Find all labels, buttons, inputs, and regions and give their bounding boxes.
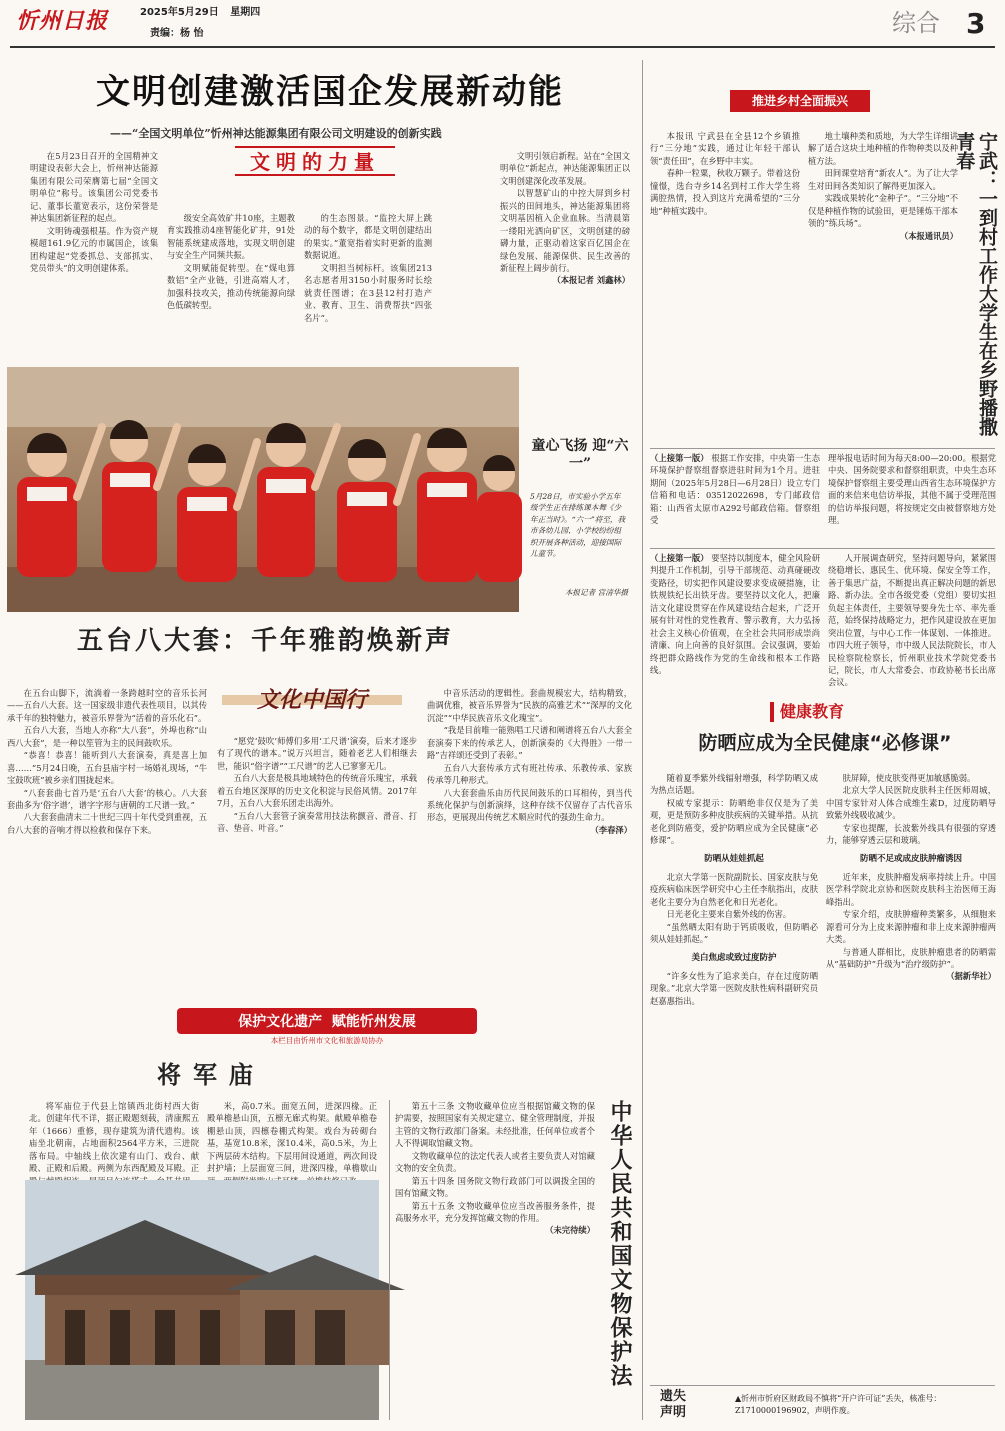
health-col2-p1: 肤屏障，使皮肤变得更加敏感脆弱。	[842, 773, 976, 783]
page-center-divider	[642, 60, 643, 1420]
lead-col-2	[167, 212, 295, 362]
children-title: 童心飞扬 迎“六一”	[531, 438, 629, 473]
lead-title: 文明创建激活国企发展新动能	[96, 72, 564, 112]
section-name: 综合	[892, 9, 940, 37]
wutai-col2-p2: 五台八大套是极具地域特色的传统音乐瑰宝，承载着五台地区深厚的历史文化积淀与民俗风情。2017年7月，五台八大套乐团走出海外。	[217, 773, 417, 809]
rural-col1-p2: 春种一粒粟，秋收万颗子。带着这份憧憬，选台寺乡14名到村工作大学生将满腔热情，投入到这片充满希望的“三分地”种植实践中。	[650, 168, 800, 216]
continued-text: 要坚持以制度本，健全风险研判提升工作机制，引导干部规范、动真碰硬改变路径，切实把作风建设要求变成硬措施，让铁规铁纪长出铁牙齿。要坚持以文化人，把廉洁文化建设贯穿在作风建设结合起来，广泛开展有针对性的党性教育、警示教育，大力弘扬社会主义核心价值观，在全社会共同形成崇尚清廉、向上向善的良好氛围。会议强调，要始终把群众路线作为党的生命线和根本工作路线。	[650, 553, 820, 675]
health-col2b-p1: 近年来，皮肤肿瘤发病率持续上升。中国医学科学院北京协和医院皮肤科主治医师王海峰指出。	[826, 871, 996, 907]
lead-col2-p1: 级安全高效矿井10座，主题教育实践推动4座智能化矿井，91处智能系统建成落地，实现文明创建与安全生产同频共振。	[167, 213, 295, 261]
inspection-col-2: 理举报电话时间为每天8:00—20:00。根据党中央、国务院要求和督察组职责，中央生态环境保护督察组主要受理山西省生态环境保护方面的来信来电信访举报，其他不属于受理范围的信访举报问题，将按规定交由被督察地方处理。	[828, 453, 996, 526]
wutai-col3-p3: 五台八大套传承方式有班社传承、乐教传承、家族传承等几种形式。	[427, 762, 632, 786]
lead-col1-p1: 在5月23日召开的全国精神文明建设表彰大会上，忻州神达能源集团有限公司荣膺第七届“全国文明单位”称号。该集团公司党委书记、董事长董宽表示，这份荣誉是神达集团新征程的起点。	[30, 151, 158, 224]
rural-col-1	[650, 130, 800, 442]
lead-col4-p2: 以智慧矿山的中控大屏到乡村振兴的田间地头，神达能源集团将文明基因植入企业血脉。当清晨第一缕阳光洒向矿区，文明创建的磅礴力量，正驱动着这家百亿国企在绿色发展、能源保供、民生改善的新征程上阔步前行。	[500, 188, 630, 273]
temple-photo	[25, 1180, 379, 1420]
health-col1b-p1: 北京大学第一医院副院长、国家皮肤与免疫疾病临床医学研究中心主任李航指出，皮肤老化主要分为自然老化和日光老化。	[650, 871, 818, 907]
health-col-2	[826, 772, 996, 1356]
heritage-section	[7, 1000, 637, 1425]
wutai-col2-p3: “五台八大套管子演奏常用技法称颤音、滑音、打音、垫音、叶音。”	[217, 810, 417, 834]
rural-vertical-title: 宁武：一到村工作大学生在乡野播撒青春	[953, 132, 998, 436]
children-credit: 本报记者 宫清华摄	[564, 588, 628, 597]
heritage-title: 将军庙	[157, 1061, 265, 1089]
heritage-banner-sub: 本栏目由忻州市文化和旅游局协办	[270, 1036, 384, 1045]
health-subhead-3: 防晒不足或成皮肤肿瘤诱因	[859, 853, 962, 864]
health-col1-p1: 随着夏季紫外线辐射增强，科学防晒又成为热点话题。	[650, 773, 818, 796]
masthead-rule	[10, 46, 995, 48]
health-byline: （据新华社）	[946, 971, 996, 982]
health-col1-p2: 权威专家提示：防晒绝非仅仅是为了美观，更是预防多种皮肤疾病的关键举措。从抗老化到防癌变，爱护防晒应成为全民健康“必修课”。	[650, 797, 818, 846]
health-col-1	[650, 772, 818, 1356]
continued-col-2: 人开展调查研究，坚持问题导向，紧紧围绕稳增长、惠民生、优环境、保安全等工作，善于集思广益，不断提出真正解决问题的新思路、新办法。全市各级党委（党组）要切实担负起主体责任，主要领导要身先士卒、率先垂范，始终保持战略定力，把作风建设放在更加突出位置，与中心工作一体谋划、一体推进。市四大班子领导，市中级人民法院院长，市人民检察院检察长，忻州职业技术学院党委书记，院长，市人大常委会、市政协秘书长出席会议。	[828, 553, 996, 688]
wutai-col1-p3: “恭喜！恭喜！能听到八大套演奏，真是喜上加喜……”5月24日晚，五台县庙宇村一场婚礼现场，“牛宝鼓吹班”被乡亲们围拢起来。	[7, 750, 207, 786]
health-banner-bar-icon	[770, 702, 774, 722]
law-byline: （未完待续）	[545, 1225, 595, 1236]
wutai-title: 五台八大套：千年雅韵焕新声	[77, 626, 455, 656]
wutai-article	[7, 617, 637, 995]
lead-col1-p2: 文明铸魂强根基。作为资产规模超161.9亿元的市属国企，该集团构建起“党委抓总、支部抓实、党员带头”的文明创建体系。	[30, 225, 158, 273]
law-text	[395, 1100, 595, 1420]
continued-tag: （上接第一版）	[650, 553, 709, 563]
page-number: 3	[966, 7, 986, 40]
lead-byline: （本报记者 刘鑫林）	[552, 275, 630, 286]
wutai-col3-p1: 中音乐活动的逻辑性。套曲规模宏大，结构精致，曲调优雅，被音乐界誉为“民族的高雅艺术”“深厚的文化沉淀”“中华民族音乐文化瑰宝”。	[427, 688, 632, 723]
rural-col2-p2: 田间课堂培育“新农人”。为了让大学生对田间各类知识了解得更加深入。	[808, 168, 958, 191]
wutai-col1-p2: 五台八大套，当地人亦称“大八套”，外埠也称“山西八大套”，是一种以笙管为主的民间鼓吹乐。	[7, 725, 207, 748]
health-col2-p3: 专家也提醒，长波紫外线具有很强的穿透力，能够穿透云层和玻璃。	[826, 822, 996, 846]
wutai-col2-p1: “愿党‘鼓吹’师傅们多用‘工尺谱’演奏，后来才逐步有了现代的谱本。”说万兴坦言，随着老艺人们相继去世，能识“俗字谱”“工尺谱”的艺人已寥寥无几。	[217, 736, 417, 771]
lead-badge	[235, 146, 395, 176]
health-col1c-p1: “许多女性为了追求美白，存在过度防晒现象。”北京大学第一医院皮肤性病科副研究员赵嘉惠指出。	[650, 970, 818, 1006]
lead-col4-p1: 文明引领启新程。站在“全国文明单位”新起点，神达能源集团正以文明创建深化改革发展。	[500, 151, 630, 186]
health-col2b-p2: 专家介绍，皮肤肿瘤种类繁多，从细胞来源看可分为上皮来源肿瘤和非上皮来源肿瘤两大类。	[826, 909, 996, 945]
wutai-col1-p1: 在五台山脚下，流淌着一条跨越时空的音乐长河——五台八大套。这一国家级非遗代表性项目，以其传承千年的独特魅力，被音乐界誉为“活着的音乐化石”。	[7, 688, 207, 723]
wutai-col3-p4: 八大套套曲乐由历代民间鼓乐的口耳相传，到当代系统化保护与创新演绎，这种存续不仅留存了古代音乐形态，更展现出传统艺术顺应时代的强劲生命力。	[427, 787, 632, 823]
children-caption: 5月28日，市实验小学五年级学生正在排练课本舞《少年正当时》。“六一”将至，我市各幼儿园、小学校纷纷组织开展各种活动，迎接国际儿童节。	[530, 492, 626, 558]
wutai-col1-p4: “八套套曲七首乃是‘五台八大套’的核心。八大套套曲多为‘俗字谱’，谱字字形与唐朝的工尺谱一致。”	[7, 787, 207, 810]
heritage-col-2: 米，高0.7米。面宽五间，进深四椽。正殿单檐悬山顶，五檩无廊式构架。献殿单檐卷棚悬山顶，四檩卷棚式构架。戏台为砖砌台基，基宽10.8米，深10.4米，高0.5米，为上下两层砖木结构。下层用间设通道，两次间设封护墙；上层面宽三间，进深四椽，单檐歇山	[207, 1101, 377, 1174]
date-text: 2025年5月29日	[140, 7, 219, 18]
health-title: 防晒应成为全民健康“必修课”	[698, 732, 952, 754]
masthead-logo: 忻州日报	[16, 9, 109, 34]
heritage-col-1: 将军庙位于代县上馆镇西北街村西大街北。创建年代不详，据正殿题刻载，清康熙五年（1666）重修，现存建筑为清代遗构。该庙坐北朝南，占地面积2564平方米，三进院落布局。中轴线上依次建有山门、戏台、献殿、正殿和后殿。两侧为东西配殿及耳殿。正	[29, 1101, 199, 1174]
health-col2-p2: 北京大学人民医院皮肤科主任医师周城，中国专家针对人体合成维生素D，过度防晒导致紫外线吸收减少。	[826, 785, 996, 821]
loss-notice	[650, 1385, 1000, 1425]
masthead-date	[140, 6, 260, 21]
health-subhead-2: 美白焦虑或致过度防护	[691, 952, 777, 963]
law-p3: 第五十四条 国务院文物行政部门可以调拨全国的国有馆藏文物。	[395, 1175, 595, 1199]
inspection-tag: （上接第一版）	[650, 453, 709, 463]
health-subhead-1: 防晒从娃娃抓起	[704, 853, 764, 864]
health-col1b-p3: “虽然晒太阳有助于钙质吸收，但防晒必须从娃娃抓起。”	[650, 921, 818, 945]
law-p1: 第五十三条 文物收藏单位应当根据馆藏文物的保护需要，按照国家有关规定建立、健全管理制度，并报主管的文物行政部门备案。未经批准，任何单位或者个人不得调取馆藏文物。	[395, 1101, 595, 1149]
rural-banner	[730, 90, 870, 112]
rural-col-2	[808, 130, 958, 442]
children-dance-photo	[7, 367, 519, 612]
wutai-col3-p2: “我是目前唯一能熟唱工尺谱和阐谱将五台八大套全套演奏下来的传承艺人，创新演奏的《大得胜》一带一路”吉祥颂还受到了表彰。”	[427, 725, 632, 761]
rural-byline: （本报通讯员）	[899, 230, 958, 241]
lead-col-1	[30, 150, 158, 360]
health-article	[650, 700, 1000, 1360]
masthead	[0, 0, 1005, 50]
law-p4: 第五十五条 文物收藏单位应当改善服务条件，提高服务水平，充分发挥馆藏文物的作用。	[395, 1200, 595, 1223]
divider-2	[650, 548, 995, 549]
children-caption-box	[530, 437, 630, 617]
wutai-col1-p5: 八大套套曲清末二十世纪三四十年代受到重视，五台八大套的音响才得以检救和保存下来。	[7, 812, 207, 835]
wutai-col-1	[7, 687, 207, 992]
lead-article	[30, 52, 630, 364]
lead-col-4	[500, 150, 630, 362]
inspection-text: 根据工作安排，中央第一生态环境保护督察组督察进驻时间为1个月。进驻期间（2025年5月28日—6月28日）设立专门信箱和电话：03512022698，专门邮政信箱：山西省太原市A292号邮政信箱。督察组受	[650, 453, 820, 526]
lead-col-3	[304, 212, 432, 362]
rural-col1-p1: 本报讯 宁武县在全县12个乡镇推行“三分地”实践，通过让年轻干部认领“责任田”，在乡野中丰实。	[650, 131, 800, 166]
rural-banner-text: 推进乡村全面振兴	[751, 94, 848, 108]
heritage-divider	[389, 1100, 390, 1420]
lead-col3-p1: 的生态图景。“监控大屏上跳动的每个数字，都是文明创建结出的果实。”董宽指着实时更新的监测数据说道。	[304, 213, 432, 261]
wutai-byline: （李春泽）	[590, 824, 632, 835]
health-col1b-p2: 日光老化主要来自紫外线的伤害。	[666, 909, 792, 920]
inspection-col-1	[650, 452, 820, 544]
wutai-badge-text: 文化中国行	[256, 687, 367, 713]
notice-text: ▲忻州市忻府区财政局不慎将“开户许可证”丢失，核准号：Z1710000196902，声明作废。	[735, 1394, 942, 1415]
inspection-article	[650, 452, 1000, 547]
continued-col-1	[650, 552, 820, 700]
masthead-editor: 责编：杨 怡	[150, 28, 204, 39]
wutai-col-2	[217, 735, 417, 990]
health-banner-text: 健康教育	[780, 702, 845, 721]
notice-label: 遗失声明	[660, 1389, 687, 1421]
lead-badge-text: 文明的力量	[250, 150, 380, 174]
weekday-text: 星期四	[230, 7, 261, 18]
rural-col2-p1: 地土壤种类和质地，为大学生详细讲解了适合这块土地种植的作物种类以及种植方法。	[808, 131, 958, 166]
health-banner	[770, 700, 880, 724]
divider-1	[650, 448, 995, 449]
law-title-vertical: 中华人民共和国文物保护法	[607, 1100, 633, 1388]
rural-col2-p3: 实践成果转化“金种子”。“三分地”不仅是种植作物的试验田，更是锤炼干部本领的“练兵场”。	[808, 193, 958, 229]
rural-article	[650, 52, 1000, 447]
lead-subtitle: ——“全国文明单位”忻州神达能源集团有限公司文明建设的创新实践	[110, 127, 442, 140]
heritage-banner	[177, 1008, 477, 1048]
wutai-badge	[222, 683, 402, 719]
wutai-col-3	[427, 687, 632, 992]
continued-report	[650, 552, 1000, 702]
law-p2: 文物收藏单位的法定代表人或者主要负责人对馆藏文物的安全负责。	[395, 1150, 595, 1174]
heritage-banner-text: 保护文化遗产 赋能忻州发展	[238, 1014, 416, 1030]
health-col2b-p3: 与普通人群相比，皮肤肿瘤患者的防晒需从“基础防护”升级为“治疗级防护”。	[826, 946, 996, 969]
notice-rule	[650, 1385, 995, 1386]
lead-col2-p2: 文明赋能促转型。在“煤电算数铝”全产业链，引进高端人才，加强科技攻关，推动传统能源向绿色低碳转型。	[167, 262, 295, 311]
lead-col3-p2: 文明担当树标杆。该集团213名志愿者用3150小时服务时长绘就责任图谱；在3县12村打造产业、教育、卫生、消费帮扶“四张名片”。	[304, 262, 432, 323]
